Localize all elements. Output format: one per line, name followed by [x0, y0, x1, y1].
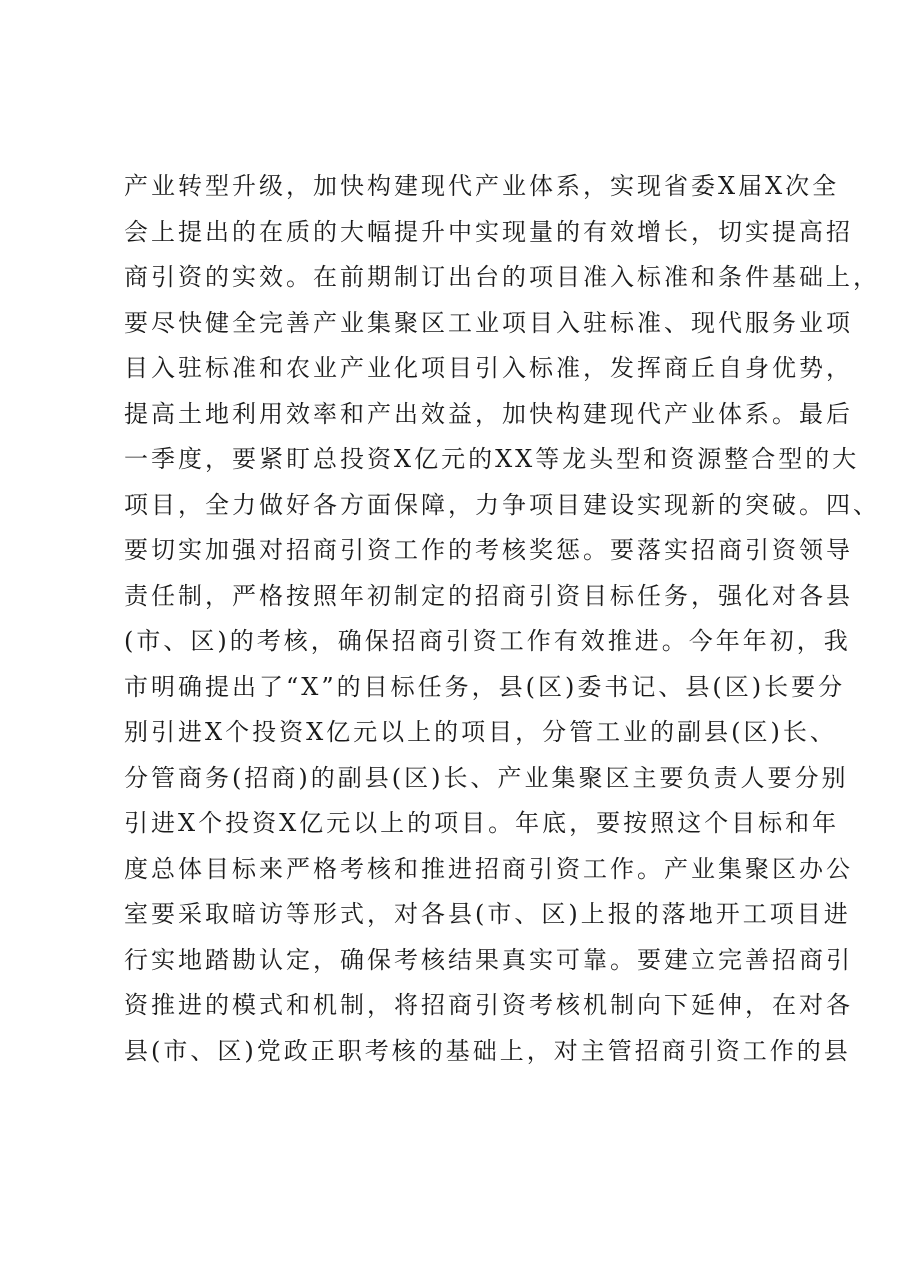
text-line: 别引进X个投资X亿元以上的项目，分管工业的副县(区)长、	[124, 718, 837, 746]
text-line: 要尽快健全完善产业集聚区工业项目入驻标准、现代服务业项	[124, 308, 853, 337]
body-text	[124, 164, 880, 1074]
text-line: 县(市、区)党政正职考核的基础上，对主管招商引资工作的县	[124, 1036, 851, 1065]
text-line: 提高土地利用效率和产出效益，加快构建现代产业体系。最后	[124, 399, 853, 428]
text-line: 室要采取暗访等形式，对各县(市、区)上报的落地开工项目进	[124, 900, 851, 928]
text-line: 要切实加强对招商引资工作的考核奖惩。要落实招商引资领导	[124, 536, 853, 564]
text-line: 分管商务(招商)的副县(区)长、产业集聚区主要负责人要分别	[124, 763, 849, 792]
text-line: 引进X个投资X亿元以上的项目。年底，要按照这个目标和年	[124, 809, 840, 837]
text-line: 产业转型升级，加快构建现代产业体系，实现省委X届X次全	[124, 172, 840, 200]
text-line: 会上提出的在质的大幅提升中实现量的有效增长，切实提高招	[124, 217, 853, 246]
text-line: 度总体目标来严格考核和推进招商引资工作。产业集聚区办公	[124, 854, 853, 883]
text-line: (市、区)的考核，确保招商引资工作有效推进。今年年初，我	[124, 627, 851, 655]
text-line: 责任制，严格按照年初制定的招商引资目标任务，强化对各县	[124, 581, 853, 610]
text-line: 商引资的实效。在前期制订出台的项目准入标准和条件基础上，	[124, 263, 880, 291]
text-line: 行实地踏勘认定，确保考核结果真实可靠。要建立完善招商引	[124, 945, 853, 974]
text-line: 市明确提出了“X”的目标任务，县(区)委书记、县(区)长要分	[124, 672, 846, 701]
text-line: 一季度，要紧盯总投资X亿元的XX等龙头型和资源整合型的大	[124, 445, 860, 473]
text-line: 项目，全力做好各方面保障，力争项目建设实现新的突破。四、	[124, 490, 880, 519]
text-line: 资推进的模式和机制，将招商引资考核机制向下延伸，在对各	[124, 991, 853, 1019]
text-line: 目入驻标准和农业产业化项目引入标准，发挥商丘自身优势，	[124, 354, 853, 382]
